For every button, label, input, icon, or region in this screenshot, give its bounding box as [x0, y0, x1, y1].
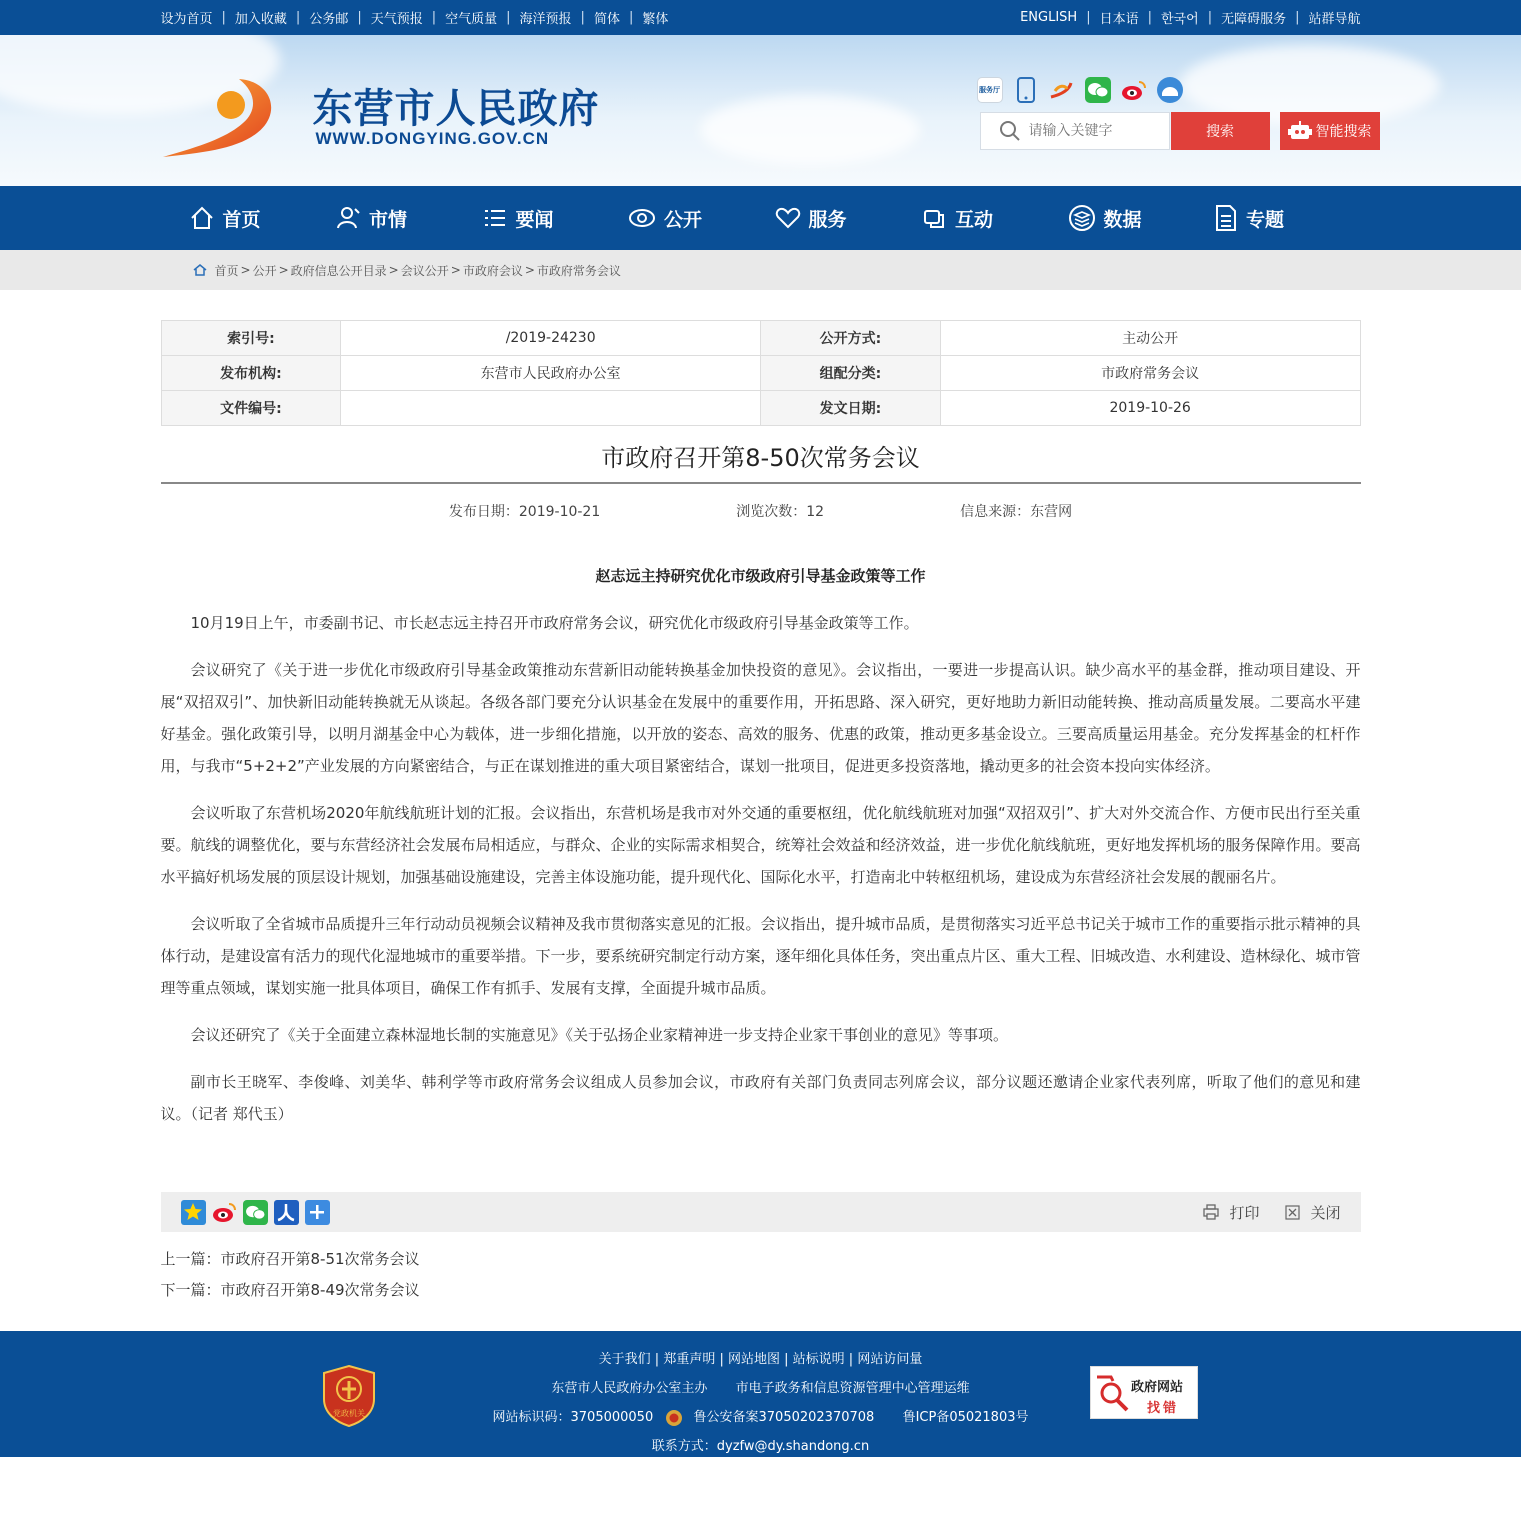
- article-info: [161, 501, 1361, 521]
- top-link-traditional[interactable]: 繁体: [642, 12, 669, 27]
- magnifier-icon: [1095, 1373, 1131, 1413]
- smart-search-button[interactable]: [1280, 112, 1380, 150]
- top-link-korean[interactable]: 한국어: [1161, 12, 1199, 27]
- footer-link-about[interactable]: 关于我们: [598, 1352, 651, 1367]
- database-icon: [1068, 204, 1096, 232]
- top-link-ocean-forecast[interactable]: 海洋预报: [519, 12, 572, 27]
- print-button[interactable]: 打印: [1203, 1202, 1259, 1223]
- top-link-bookmark[interactable]: 加入收藏: [234, 12, 287, 27]
- info-metadata-table: [161, 320, 1361, 426]
- publish-date: 发布日期：2019-10-21: [448, 504, 601, 520]
- article-paragraph: 会议研究了《关于进一步优化市级政府引导基金政策推动东营新旧动能转换基金加快投资的意见》。会议指出，一要进一步提高认识。缺少高水平的基金群，推动项目建设、开展“双招双引”、加快新旧动能转换就无从谈起。各级各部门要充分认识基金在发展中的重要作用，开拓思路、深入研究，更好地助力新旧动能转换、推动高质量发展。二要高水平建好基金。强化政策引导，以明月湖基金中心为载体，进一步细化措施，以开放的姿态、高效的服务、优惠的政策，推动更多基金设立。三要高质量运用基金。充分发挥基金的杠杆作用，与我市“5+2+2”产业发展的方向紧密结合，与正在谋划推进的重大项目紧密结合，谋划一批项目，促进更多投资落地，撬动更多的社会资本投向实体经济。: [160, 661, 1361, 775]
- robot-icon: [1288, 120, 1312, 142]
- article-paragraph: 会议还研究了《关于全面建立森林湿地长制的实施意见》《关于弘扬企业家精神进一步支持企业家干事创业的意见》等事项。: [190, 1026, 1009, 1044]
- table-row: [161, 356, 1360, 391]
- next-article-link[interactable]: 下一篇：市政府召开第8-49次常务会议: [160, 1281, 420, 1299]
- people-icon: [335, 205, 361, 231]
- top-right-links: ENGLISH | 日本语 | 한국어 | 无障碍服务 | 站群导航: [1020, 10, 1361, 27]
- top-link-weather[interactable]: 天气预报: [370, 12, 423, 27]
- wechat-share-icon[interactable]: [243, 1200, 268, 1225]
- heart-icon: [775, 205, 801, 231]
- top-link-set-homepage[interactable]: 设为首页: [160, 12, 213, 27]
- top-link-simplified[interactable]: 简体: [593, 12, 620, 27]
- top-bar: [0, 0, 1521, 35]
- top-link-air-quality[interactable]: 空气质量: [445, 12, 498, 27]
- footer-host: 东营市人民政府办公室主办: [551, 1381, 708, 1396]
- footer-link-sitemap[interactable]: 网站地图: [727, 1352, 780, 1367]
- table-row: [161, 321, 1360, 356]
- renren-share-icon[interactable]: [274, 1200, 299, 1225]
- info-source: 信息来源：东营网: [960, 504, 1073, 520]
- prev-article-link[interactable]: 上一篇：市政府召开第8-51次常务会议: [160, 1250, 420, 1268]
- nav-item-topics[interactable]: 专题: [1214, 204, 1361, 232]
- nav-item-service[interactable]: 服务: [775, 205, 922, 232]
- smart-search-label: 智能搜索: [1315, 124, 1372, 140]
- close-button[interactable]: 关闭: [1285, 1202, 1340, 1223]
- meta-label: 发文日期:: [760, 391, 940, 426]
- logo-swoosh-icon: [161, 73, 291, 163]
- site-title: 东营市人民政府: [312, 85, 600, 132]
- nav-item-data[interactable]: 数据: [1068, 204, 1215, 232]
- mobile-icon[interactable]: [1013, 77, 1039, 103]
- document-icon: [1214, 204, 1238, 232]
- nav-item-public[interactable]: 公开: [628, 205, 775, 232]
- nav-item-interaction[interactable]: 互动: [921, 205, 1068, 232]
- top-link-accessibility[interactable]: 无障碍服务: [1221, 12, 1287, 27]
- weibo-icon[interactable]: [1121, 77, 1147, 103]
- footer-link-logo-info[interactable]: 站标说明: [792, 1352, 845, 1367]
- breadcrumb-gov-meeting[interactable]: 市政府会议: [462, 263, 523, 278]
- footer-operator: 市电子政务和信息资源管理中心管理运维: [735, 1381, 970, 1396]
- page-tools: [1203, 1202, 1340, 1223]
- site-logo[interactable]: [161, 73, 641, 163]
- nav-item-city-info[interactable]: 市情: [335, 205, 482, 232]
- meta-value: 2019-10-26: [940, 391, 1360, 426]
- footer-contact[interactable]: 联系方式：dyzfw@dy.shandong.cn: [651, 1439, 870, 1454]
- social-icons: [977, 77, 1183, 103]
- prev-next-links: [161, 1244, 1361, 1306]
- article-paragraph: 会议听取了东营机场2020年航线航班计划的汇报。会议指出，东营机场是我市对外交通的重要枢纽，优化航线航班对加强“双招双引”、扩大对外交流合作、方便市民出行至关重要。航线的调整优化，要与东营经济社会发展布局相适应，与群众、企业的实际需求相契合，统筹社会效益和经济效益，进一步优化航线航班，更好地发挥机场的服务保障作用。要高水平搞好机场发展的顶层设计规划，加强基础设施建设，完善主体设施功能，提升现代化、国际化水平，打造南北中转枢纽机场，建设成为东营经济社会发展的靓丽名片。: [160, 804, 1361, 886]
- eye-icon: [628, 205, 656, 231]
- breadcrumb-home[interactable]: 首页: [214, 263, 239, 278]
- close-icon: [1285, 1205, 1300, 1220]
- meta-value: /2019-24230: [341, 321, 761, 356]
- breadcrumb-meeting-public[interactable]: 会议公开: [400, 263, 449, 278]
- meta-label: 索引号:: [161, 321, 341, 356]
- interaction-icon: [921, 205, 947, 231]
- meta-label: 公开方式:: [760, 321, 940, 356]
- meta-value: 东营市人民政府办公室: [341, 356, 761, 391]
- top-link-japanese[interactable]: 日本语: [1099, 12, 1139, 27]
- meta-label: 文件编号:: [161, 391, 341, 426]
- site-url: WWW.DONGYING.GOV.CN: [315, 129, 550, 148]
- footer-site-id: 网站标识码：3705000050: [492, 1410, 654, 1425]
- search-box: [980, 112, 1170, 150]
- meta-value: 市政府常务会议: [940, 356, 1360, 391]
- table-row: [161, 391, 1360, 426]
- police-badge-icon: [665, 1409, 683, 1427]
- footer-link-statement[interactable]: 郑重声明: [663, 1352, 716, 1367]
- nav-item-news[interactable]: 要闻: [482, 205, 629, 232]
- top-left-links: 设为首页 | 加入收藏 | 公务邮 | 天气预报 | 空气质量 | 海洋预报 | 简体 | 繁体: [160, 10, 669, 27]
- top-link-site-navigation[interactable]: 站群导航: [1308, 12, 1361, 27]
- more-share-icon[interactable]: [305, 1200, 330, 1225]
- home-icon: [189, 205, 215, 231]
- meta-label: 发布机构:: [161, 356, 341, 391]
- meta-label: 组配分类:: [760, 356, 940, 391]
- breadcrumb-public[interactable]: 公开: [252, 263, 277, 278]
- share-icons: [181, 1200, 330, 1225]
- main-content: [161, 320, 1361, 1306]
- share-bar: [161, 1192, 1361, 1232]
- article-body: [161, 607, 1361, 1130]
- service-hall-icon[interactable]: 服务厅: [977, 77, 1003, 103]
- footer-info: 关于我们 | 郑重声明 | 网站地图 | 站标说明 | 网站访问量 东营市人民政府办公室主办 市电子政务和信息资源管理中心管理运维 网站标识码：3705000050 鲁公安备案37050202370708 鲁ICP备05021803号 联系方式：dyzfw@dy.shandong.cn: [492, 1352, 1029, 1454]
- breadcrumb-home-icon: [193, 264, 207, 276]
- weibo-share-icon[interactable]: [212, 1200, 237, 1225]
- printer-icon: [1203, 1204, 1219, 1220]
- top-link-english[interactable]: ENGLISH: [1020, 10, 1078, 25]
- breadcrumb-directory[interactable]: 政府信息公开目录: [290, 263, 387, 278]
- article-paragraph: 副市长王晓军、李俊峰、刘美华、韩利学等市政府常务会议组成人员参加会议，市政府有关部门负责同志列席会议，部分议题还邀请企业家代表列席，听取了他们的意见和建议。（记者 郑代玉）: [160, 1073, 1361, 1123]
- top-link-mail[interactable]: 公务邮: [309, 12, 349, 27]
- footer-icp[interactable]: 鲁ICP备05021803号: [902, 1410, 1029, 1425]
- search-icon: [999, 120, 1021, 142]
- breadcrumb: 首页 > 公开 > 政府信息公开目录 > 会议公开 > 市政府会议 > 市政府常务会议: [0, 250, 1521, 290]
- wechat-icon[interactable]: [1085, 77, 1111, 103]
- list-icon: [482, 205, 508, 231]
- view-count: 浏览次数：12: [736, 504, 825, 520]
- footer-link-visits[interactable]: 网站访问量: [857, 1352, 923, 1367]
- site-header: [0, 35, 1521, 186]
- breadcrumb-standing-meeting[interactable]: 市政府常务会议: [536, 263, 621, 278]
- article-paragraph: 会议听取了全省城市品质提升三年行动动员视频会议精神及我市贯彻落实意见的汇报。会议指出，提升城市品质，是贯彻落实习近平总书记关于城市工作的重要指示批示精神的具体行动，是建设富有活力的现代化湿地城市的重要举措。下一步，要系统研究制定行动方案，逐年细化具体任务，突出重点片区、重大工程、旧城改造、水利建设、造林绿化、城市管理等重点领域，谋划实施一批具体项目，确保工作有抓手、发展有支撑，全面提升城市品质。: [160, 915, 1361, 997]
- search-input[interactable]: [1029, 123, 1169, 139]
- article-paragraph: 10月19日上午，市委副书记、市长赵志远主持召开市政府常务会议，研究优化市级政府引导基金政策等工作。: [190, 614, 919, 632]
- app-icon[interactable]: [1157, 77, 1183, 103]
- footer-police-record[interactable]: 鲁公安备案37050202370708: [693, 1410, 875, 1425]
- article-title: 市政府召开第8-50次常务会议: [161, 428, 1361, 484]
- article-subtitle: 赵志远主持研究优化市级政府引导基金政策等工作: [595, 567, 926, 585]
- report-error-badge[interactable]: 政府网站 找错: [1090, 1366, 1198, 1419]
- favorite-star-icon[interactable]: [181, 1200, 206, 1225]
- nav-item-home[interactable]: 首页: [189, 205, 336, 232]
- meta-value: 主动公开: [940, 321, 1360, 356]
- meta-value: [341, 391, 761, 426]
- svg-text:党政机关: 党政机关: [333, 1409, 365, 1418]
- weibo-swirl-icon[interactable]: [1049, 77, 1075, 103]
- site-footer: [0, 1331, 1521, 1457]
- main-nav: [0, 186, 1521, 250]
- search-button[interactable]: 搜索: [1171, 112, 1270, 150]
